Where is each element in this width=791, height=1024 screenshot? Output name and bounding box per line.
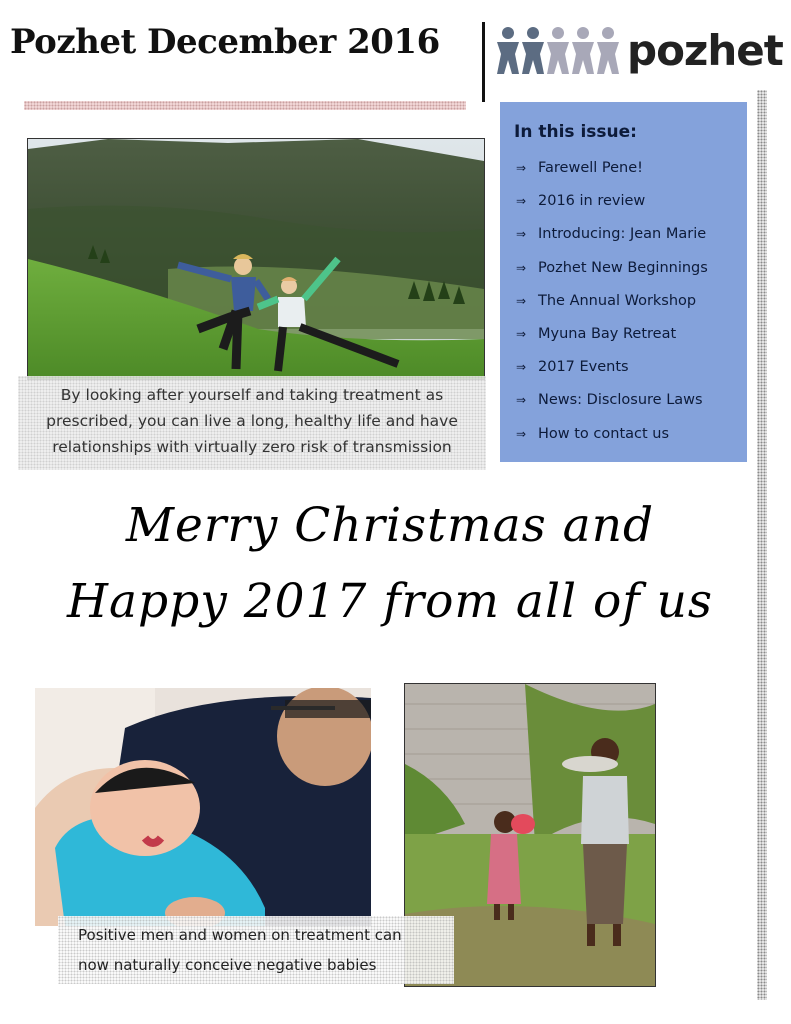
- toc-item[interactable]: [516, 359, 708, 392]
- title-divider: [482, 22, 485, 102]
- holiday-greeting: [20, 488, 760, 640]
- toc-item[interactable]: [516, 193, 708, 226]
- arrow-icon: ⇒: [516, 293, 527, 308]
- baby-caption-line: Positive men and women on treatment can: [78, 926, 402, 944]
- arrow-icon: ⇒: [516, 426, 527, 441]
- hero-photo: [27, 138, 485, 380]
- greeting-line-2: Happy 2017 from all of us: [67, 574, 713, 629]
- arrow-icon: ⇒: [516, 326, 527, 341]
- header-dotted-rule: [24, 101, 466, 110]
- baby-photo: [35, 688, 371, 926]
- toc-item[interactable]: [516, 260, 708, 293]
- toc-item-label: Myuna Bay Retreat: [538, 325, 677, 342]
- toc-item-label: The Annual Workshop: [538, 292, 697, 309]
- arrow-icon: ⇒: [516, 227, 527, 242]
- in-this-issue-panel: [500, 102, 747, 462]
- arrow-icon: ⇒: [516, 194, 527, 209]
- greeting-line-1: Merry Christmas and: [125, 498, 655, 553]
- arrow-icon: ⇒: [516, 161, 527, 175]
- newsletter-title: Pozhet December 2016: [10, 22, 440, 62]
- baby-caption-line: now naturally conceive negative babies: [78, 956, 377, 974]
- toc-item-label: Introducing: Jean Marie: [538, 226, 707, 243]
- toc-item[interactable]: [516, 326, 708, 359]
- hero-caption-line: relationships with virtually zero risk of transmission: [52, 438, 452, 456]
- arrow-icon: ⇒: [516, 360, 527, 375]
- toc-item-label: Farewell Pene!: [538, 160, 643, 176]
- hero-caption-line: prescribed, you can live a long, healthy life and have: [46, 412, 458, 430]
- toc-item[interactable]: [516, 392, 708, 425]
- hero-caption-line: By looking after yourself and taking treatment as: [60, 386, 444, 404]
- toc-item[interactable]: [516, 160, 708, 193]
- baby-caption: [58, 916, 454, 984]
- toc-item-label: Pozhet New Beginnings: [538, 259, 708, 276]
- pozhet-logo: [495, 24, 783, 80]
- toc-heading: In this issue:: [514, 122, 637, 142]
- toc-item-label: 2016 in review: [538, 193, 646, 210]
- arrow-icon: ⇒: [516, 260, 527, 275]
- toc-item[interactable]: [516, 426, 708, 459]
- toc-item[interactable]: [516, 293, 708, 326]
- logo-wordmark: pozhet: [627, 26, 783, 75]
- toc-item-label: 2017 Events: [538, 359, 629, 376]
- toc-item[interactable]: [516, 226, 708, 259]
- toc-item-label: How to contact us: [538, 425, 670, 442]
- toc-item-label: News: Disclosure Laws: [538, 392, 703, 409]
- arrow-icon: ⇒: [516, 393, 527, 408]
- people-figures-icon: [495, 24, 625, 80]
- hero-caption: [18, 376, 486, 470]
- toc-list: [516, 160, 708, 459]
